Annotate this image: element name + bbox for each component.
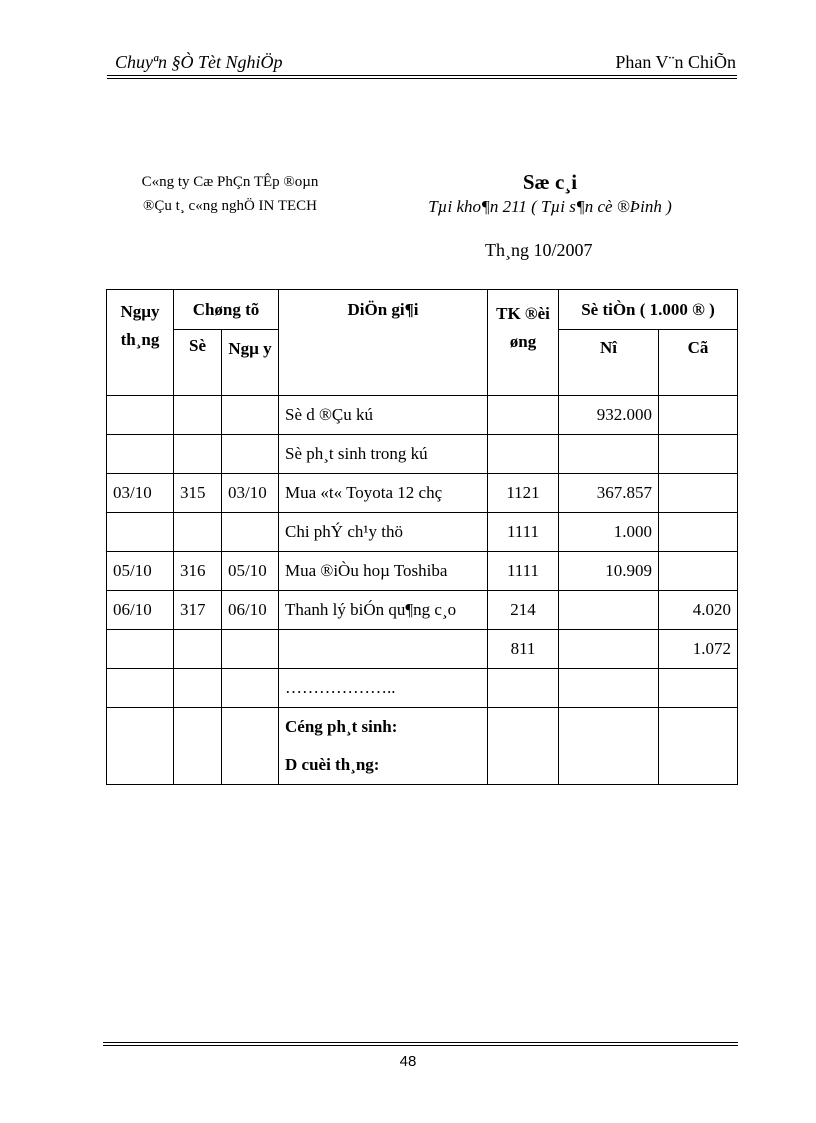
col-header-voucher-no: Sè	[174, 330, 222, 396]
col-header-amount: Sè tiÒn ( 1.000 ® )	[559, 290, 738, 330]
cell-description: Mua «t« Toyota 12 chç	[279, 474, 488, 513]
cell-description: Mua ®iÒu hoµ Toshiba	[279, 552, 488, 591]
ledger-title: Sæ c¸i	[522, 170, 578, 194]
cell-voucher-no	[174, 513, 222, 552]
ledger-table	[106, 289, 738, 785]
cell-credit	[659, 396, 738, 435]
company-block	[120, 170, 340, 218]
cell-date	[107, 630, 174, 669]
cell-account	[488, 396, 559, 435]
col-header-credit: Cã	[659, 330, 738, 396]
cell-credit	[659, 552, 738, 591]
ledger-month: Th¸ng 10/2007	[485, 240, 593, 260]
company-name: C«ng ty Cæ PhÇn TÊp ®oµn	[141, 174, 319, 190]
cell-voucher-no: 316	[174, 552, 222, 591]
cell-debit: 367.857	[559, 474, 659, 513]
ledger-title-block	[400, 168, 700, 218]
cell-date	[107, 669, 174, 708]
footer-rule	[103, 1042, 738, 1043]
closing-balance-label: D cuèi th¸ng:	[285, 755, 380, 774]
cell-debit: 1.000	[559, 513, 659, 552]
totals-labels	[279, 708, 488, 785]
cell-voucher-no: 315	[174, 474, 222, 513]
cell-account	[488, 669, 559, 708]
ledger-subtitle: Tµi kho¶n 211 ( Tµi s¶n cè ®Þinh )	[428, 197, 672, 216]
cell-account: 1111	[488, 552, 559, 591]
col-header-voucher-date: Ngµ y	[222, 330, 279, 396]
table-row	[107, 435, 738, 474]
cell-voucher-date: 06/10	[222, 591, 279, 630]
header-author: Phan V¨n ChiÕn	[615, 52, 736, 72]
cell-account: 1121	[488, 474, 559, 513]
cell-debit	[559, 669, 659, 708]
cell-credit	[659, 474, 738, 513]
table-row	[107, 669, 738, 708]
page-number: 48	[399, 1053, 417, 1070]
col-header-voucher: Chøng tõ	[174, 290, 279, 330]
cell-voucher-date	[222, 669, 279, 708]
total-label: Céng ph¸t sinh:	[285, 717, 398, 736]
cell-voucher-date	[222, 396, 279, 435]
cell-description: Sè d ®Çu kú	[279, 396, 488, 435]
col-header-date: Ngµy th¸ng	[107, 290, 174, 396]
cell-date: 06/10	[107, 591, 174, 630]
cell-date	[107, 396, 174, 435]
cell-voucher-no: 317	[174, 591, 222, 630]
cell-date: 05/10	[107, 552, 174, 591]
header-left-title: Chuyªn §Ò Tèt NghiÖp	[115, 52, 283, 72]
cell-date: 03/10	[107, 474, 174, 513]
cell-credit	[659, 513, 738, 552]
cell-debit	[559, 630, 659, 669]
col-header-desc: DiÖn gi¶i	[279, 290, 488, 396]
cell-debit	[559, 435, 659, 474]
cell-voucher-date	[222, 435, 279, 474]
table-row	[107, 591, 738, 630]
cell-description: Sè ph¸t sinh trong kú	[279, 435, 488, 474]
table-row	[107, 552, 738, 591]
header-rule	[107, 75, 737, 76]
cell-credit	[659, 435, 738, 474]
cell-voucher-date: 03/10	[222, 474, 279, 513]
cell-debit: 10.909	[559, 552, 659, 591]
cell-credit: 1.072	[659, 630, 738, 669]
col-header-debit: Nî	[559, 330, 659, 396]
totals-row	[107, 708, 738, 785]
cell-debit	[559, 591, 659, 630]
cell-voucher-date: 05/10	[222, 552, 279, 591]
cell-description: Thanh lý biÓn qu¶ng c¸o	[279, 591, 488, 630]
cell-account: 1111	[488, 513, 559, 552]
company-name-2: ®Çu t¸ c«ng nghÖ IN TECH	[142, 198, 318, 214]
cell-account	[488, 435, 559, 474]
cell-credit	[659, 669, 738, 708]
cell-description: ………………..	[279, 669, 488, 708]
table-row	[107, 513, 738, 552]
cell-date	[107, 435, 174, 474]
cell-voucher-no	[174, 435, 222, 474]
cell-description: Chi phÝ ch¹y thö	[279, 513, 488, 552]
cell-credit: 4.020	[659, 591, 738, 630]
footer-rule-2	[103, 1045, 738, 1046]
cell-voucher-date	[222, 630, 279, 669]
cell-voucher-no	[174, 669, 222, 708]
cell-voucher-no	[174, 630, 222, 669]
col-header-account: TK ®èi øng	[488, 290, 559, 396]
cell-date	[107, 513, 174, 552]
cell-description	[279, 630, 488, 669]
cell-voucher-no	[174, 396, 222, 435]
cell-account: 811	[488, 630, 559, 669]
table-row	[107, 396, 738, 435]
header-rule-2	[107, 78, 737, 79]
cell-account: 214	[488, 591, 559, 630]
table-row	[107, 474, 738, 513]
cell-debit: 932.000	[559, 396, 659, 435]
cell-voucher-date	[222, 513, 279, 552]
table-row	[107, 630, 738, 669]
